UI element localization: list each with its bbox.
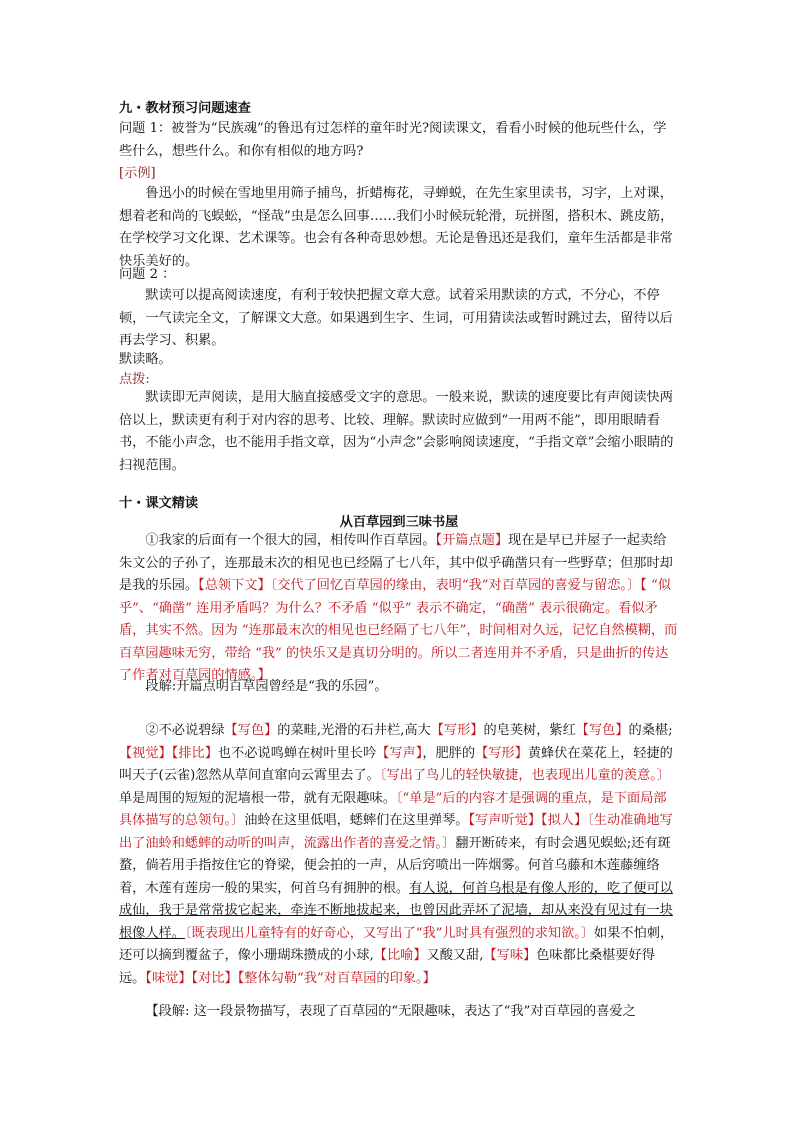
p2-underlined: 有人说，何首乌根是有像人形的，吃了便可以成仙，我于是常常拔它起来，牵连不断地拔起来，也曾因此弄坏了泥墙，却从来没有见过有一块根像人样。 [119, 880, 673, 941]
question-1: 问题 1：被誉为“民族魂”的鲁迅有过怎样的童年时光?阅读课文，看看小时候的他玩些什么，学些什么，想些什么。和你有相似的地方吗? [119, 121, 667, 159]
article-title: 从百草园到三味书屋 [339, 515, 459, 530]
p2-s5: 也不必说鸣蝉在树叶里长吟 [217, 745, 377, 761]
paragraph-2-note: 【段解: 这一段景物描写，表现了百草园的“无限趣味，表达了“我”对百草园的喜爱之 [145, 1004, 636, 1019]
paragraph-2 [119, 720, 679, 990]
p2-s11: 如果不怕刺，还可以摘到覆盆子，像小珊瑚珠攒成的小球, [119, 925, 674, 963]
p2-s4: 的桑椹; [628, 723, 673, 738]
p2-s8: 单是周围的短短的泥墙根一带，就有无限趣味。 [119, 790, 396, 806]
p2-t1: 【写色】 [224, 723, 278, 738]
p1-annotation: 〔交代了回忆百草园的缘由，表明“我”对百草园的喜爱与留恋。〕【 “似乎”、“确凿” 连用矛盾吗？为什么？不矛盾 “似乎” 表示不确定，“确凿” 表示很确定。看似矛盾，其实不然。因为 “连那最末次的相见也已经隔了七八年”，时间相对久远，记忆自然模糊，而百草园趣味无穷，带给 “我” 的快乐又是真切分明的。所以二者连用并不矛盾，只是曲折的传达了作者对百草园的情感。】 [119, 578, 678, 683]
p2-n4: 〔既表现出儿童特有的好奇心，又写出了“我”儿时具有强烈的求知欲。〕 [184, 925, 595, 941]
p2-s12: 又酸又甜, [426, 948, 484, 963]
p2-n1: 〔写出了鸟儿的轻快敏捷，也表现出儿童的羡意。〕 [379, 768, 670, 783]
p2-t8: 【比喻】 [373, 948, 427, 963]
p2-t9: 【写味】 [483, 948, 537, 963]
p2-n3: 〔生动准确地写出了油蛉和蟋蟀的动听的叫声，流露出作者的喜爱之情。〕 [119, 813, 673, 851]
p2-s6: ，肥胖的 [422, 745, 476, 761]
p2-s3: 的皂荚树，紫红 [483, 723, 576, 738]
question-2-label: 问题 2 ： [119, 267, 176, 282]
question-2-answer: 默读略。 [119, 352, 172, 367]
question-2-text: 默读可以提高阅读速度，有利于较快把握文章大意。试着采用默读的方式，不分心，不停顿，一气读完全文，了解课文大意。如果遇到生字、生词，可用猜读法或暂时跳过去，留待以后再去学习、积累。 [119, 288, 673, 348]
p2-s10: 翻开断砖来，有时会遇见蜈蚣;还有斑蝥，倘若用手指按住它的脊梁，便会拍的一声，从后窍喷出一阵烟雾。何首乌藤和木莲藤缠络着，木莲有莲房一般的果实，何首乌有拥肿的根。 [119, 835, 671, 896]
example-label: [示例] [119, 166, 156, 181]
p2-t5: 【写声】 [376, 745, 423, 761]
p1-text-b: 现在是早已并屋子一起卖给朱文公的子孙了，连那最末次的相见也已经隔了七八年，其中似乎确凿只有一些野草；但那时却是我的乐园。 [119, 533, 673, 593]
p2-t6: 【写形】 [475, 745, 528, 761]
tip-text: 默读即无声阅读，是用大脑直接感受文字的意思。一般来说，默读的速度要比有声阅读快两倍以上，默读更有利于对内容的思考、比较、理解。默读时应做到“一用两不能”，即用眼睛看书，不能小声念，也不能用手指文章，因为“小声念”会影响阅读速度，“手指文章”会缩小眼睛的扫视范围。 [119, 390, 674, 473]
p2-s1: ②不必说碧绿 [145, 723, 225, 738]
p2-n2: 〔“单是”后的内容才是强调的重点，是下面局部具体描写的总领句。〕 [119, 790, 667, 828]
p1-tag-opening: 【开篇点题】 [435, 533, 509, 548]
p2-s2: 的菜畦,光滑的石井栏,高大 [277, 723, 431, 738]
p1-tag-summary: 【总领下文】 [198, 578, 271, 593]
question-1-answer: 鲁迅小的时候在雪地里用筛子捕鸟，折蜡梅花，寻蝉蜕，在先生家里读书，习字，上对课，想着老和尚的飞蜈蚣，“怪哉”虫是怎么回事……我们小时候玩轮滑，玩拼图，搭积木、跳皮筋，在学校学习文化课、艺术课等。也会有各种奇思妙想。无论是鲁迅还是我们，童年生活都是非常快乐美好的。 [119, 186, 674, 269]
section-10-heading: 十・课文精读 [119, 496, 199, 511]
p2-s13: 色味都比桑椹要好得远。 [119, 948, 655, 986]
p2-t10: 【味觉】【对比】【整体勾勒“我”对百草园的印象。】 [145, 970, 436, 986]
p2-s7: 黄蜂伏在菜花上，轻捷的叫天子(云雀)忽然从草间直窜向云霄里去了。 [119, 745, 673, 783]
p2-t4: 【视觉】【排比】 [119, 745, 218, 761]
paragraph-1-note: 段解:开篇点明百草园曾经是“我的乐园”。 [145, 679, 388, 694]
paragraph-1 [119, 530, 679, 688]
tip-label: 点拨: [119, 372, 150, 387]
p1-text-a: ①我家的后面有一个很大的园，相传叫作百草园。 [145, 533, 436, 548]
p2-t2: 【写形】 [430, 723, 484, 738]
p2-s9: 油蛉在这里低唱，蟋蟀们在这里弹琴。 [244, 813, 469, 828]
p2-t7: 【写声听觉】【拟人】 [468, 813, 588, 828]
p2-t3: 【写色】 [575, 723, 629, 738]
section-9-heading: 九・教材预习问题速查 [119, 101, 251, 116]
